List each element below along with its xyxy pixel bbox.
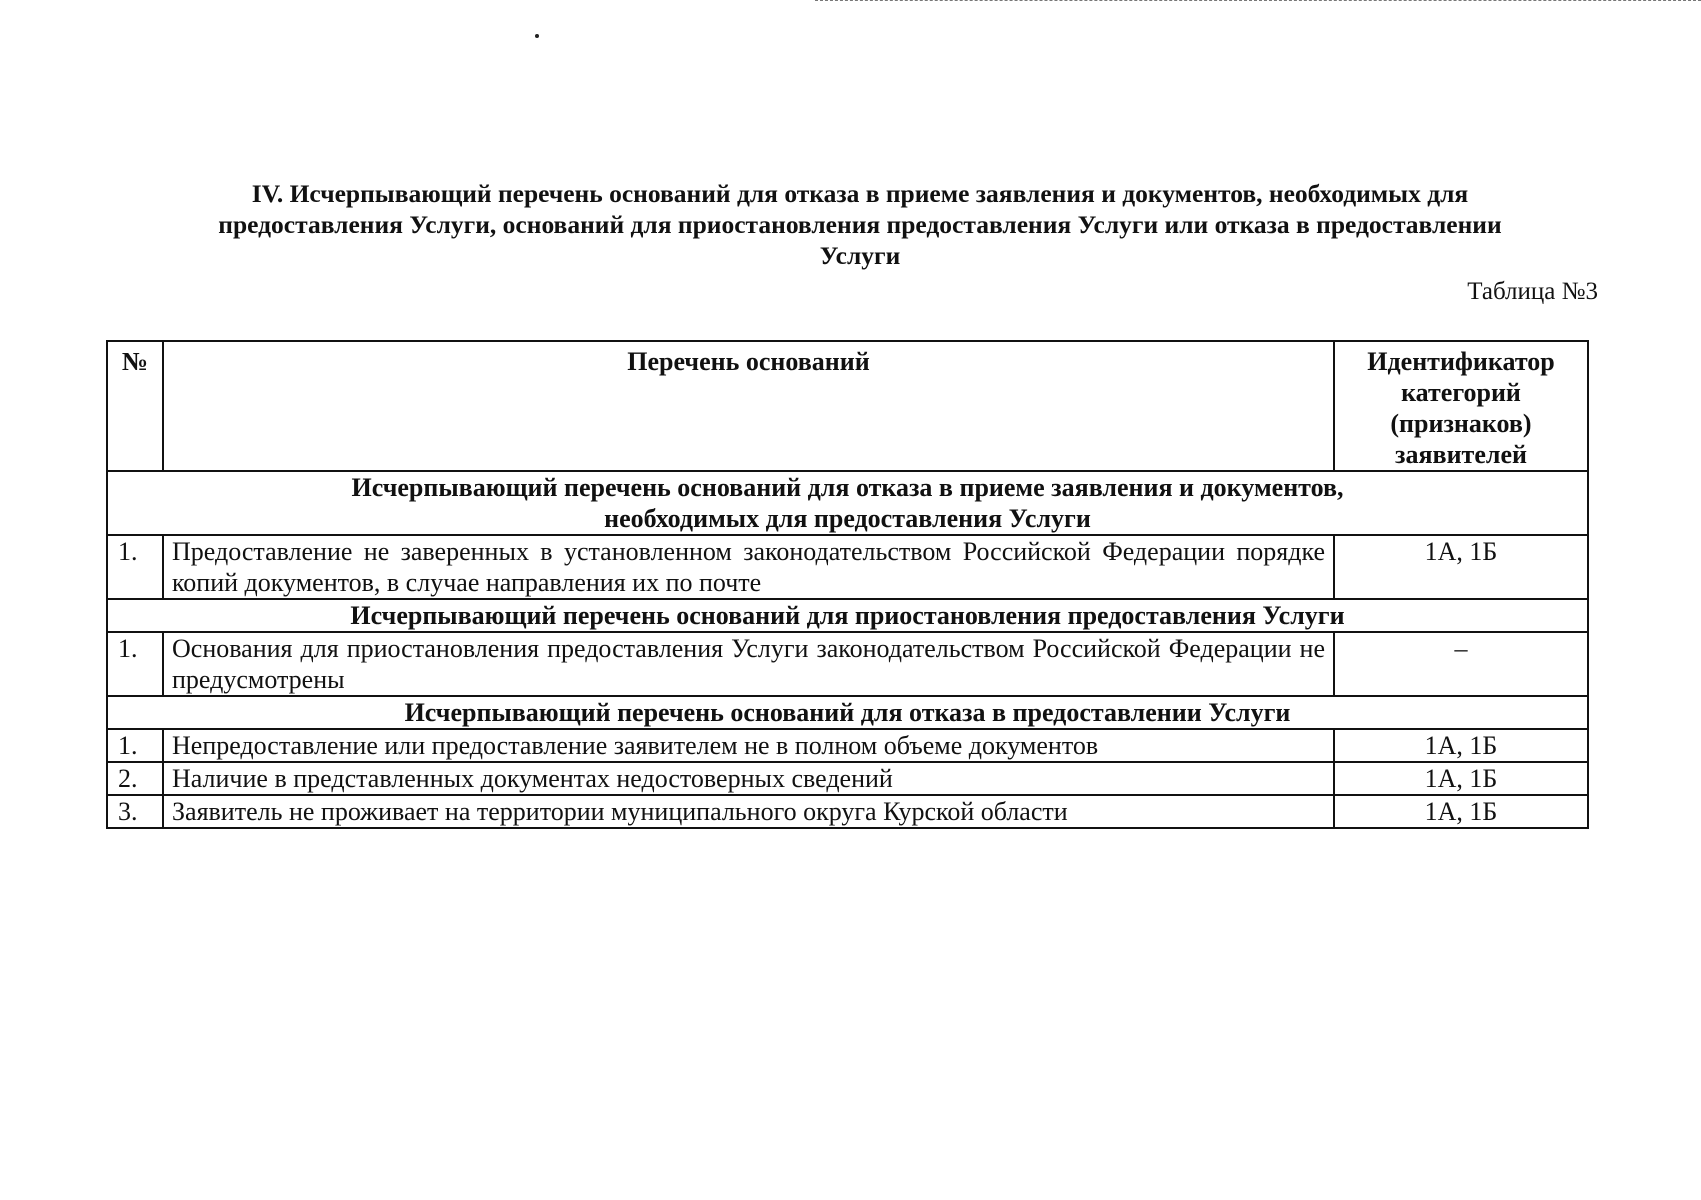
scan-speck [535,34,539,38]
row-number: 1. [107,535,163,599]
section-title-line: IV. Исчерпывающий перечень оснований для отказа в приеме заявления и документов, необходимых для [251,179,1469,208]
group-heading-row [107,471,1588,535]
section-title-line: Услуги [819,241,901,270]
header-reasons: Перечень оснований [163,341,1334,471]
row-number: 3. [107,795,163,828]
row-identifier: – [1334,632,1588,696]
row-reason: Предоставление не заверенных в установленном законодательством Российской Федерации порядке копий документов, в случае направления их по почте [163,535,1334,599]
header-identifier-line: категорий [1401,378,1521,407]
row-reason: Непредоставление или предоставление заявителем не в полном объеме документов [163,729,1334,762]
table-row [107,762,1588,795]
section-title [120,178,1600,271]
row-number: 1. [107,729,163,762]
header-identifier-line: заявителей [1395,440,1527,469]
row-identifier: 1А, 1Б [1334,535,1588,599]
row-number: 1. [107,632,163,696]
group-heading-line: Исчерпывающий перечень оснований для приостановления предоставления Услуги [350,601,1345,630]
group-heading [107,696,1588,729]
row-reason: Заявитель не проживает на территории муниципального округа Курской области [163,795,1334,828]
row-identifier: 1А, 1Б [1334,795,1588,828]
group-heading [107,471,1588,535]
table-row [107,632,1588,696]
group-heading [107,599,1588,632]
section-title-line: предоставления Услуги, оснований для приостановления предоставления Услуги или отказа в предоставлении [218,210,1502,239]
group-heading-line: Исчерпывающий перечень оснований для отказа в приеме заявления и документов, [351,473,1344,502]
scan-artifact-line [815,0,1701,3]
table-header-row [107,341,1588,471]
row-identifier: 1А, 1Б [1334,729,1588,762]
header-identifier-line: Идентификатор [1367,347,1555,376]
grounds-table [106,340,1589,829]
group-heading-line: Исчерпывающий перечень оснований для отказа в предоставлении Услуги [404,698,1291,727]
group-heading-row [107,599,1588,632]
header-identifier [1334,341,1588,471]
table-label: Таблица №3 [1467,278,1598,305]
row-number: 2. [107,762,163,795]
row-reason: Основания для приостановления предоставления Услуги законодательством Российской Федерации не предусмотрены [163,632,1334,696]
group-heading-row [107,696,1588,729]
table-row [107,729,1588,762]
row-reason: Наличие в представленных документах недостоверных сведений [163,762,1334,795]
table-row [107,795,1588,828]
header-num: № [107,341,163,471]
row-identifier: 1А, 1Б [1334,762,1588,795]
table-row [107,535,1588,599]
header-identifier-line: (признаков) [1390,409,1532,438]
group-heading-line: необходимых для предоставления Услуги [604,504,1091,533]
